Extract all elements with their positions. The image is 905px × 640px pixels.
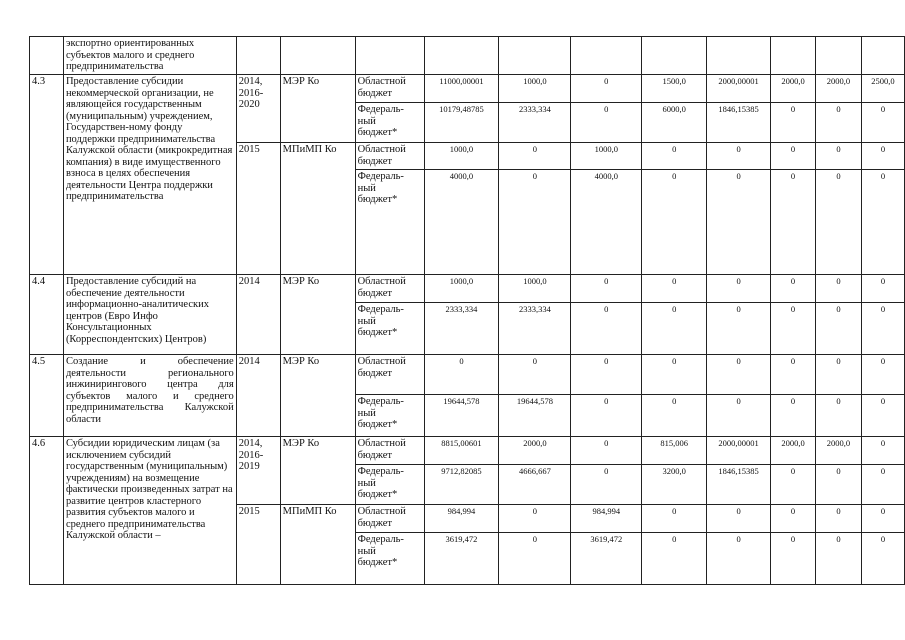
value-cell: 1000,0 xyxy=(571,143,642,170)
funding-source: Федераль- ный бюджет* xyxy=(355,103,424,143)
row-number: 4.6 xyxy=(30,437,64,585)
value-cell: 0 xyxy=(707,143,771,170)
value-cell: 0 xyxy=(861,103,904,143)
years-cell: 2015 xyxy=(236,143,280,275)
executor-cell: МПиМП Ко xyxy=(280,143,355,275)
value-cell: 0 xyxy=(642,533,707,585)
value-cell: 0 xyxy=(861,533,904,585)
value-cell: 0 xyxy=(499,505,571,533)
value-cell: 0 xyxy=(499,170,571,275)
value-cell: 0 xyxy=(707,395,771,437)
executor-cell: МЭР Ко xyxy=(280,355,355,437)
value-cell: 0 xyxy=(771,143,816,170)
value-cell: 1000,0 xyxy=(499,75,571,103)
value-cell: 0 xyxy=(499,355,571,395)
value-cell: 0 xyxy=(571,395,642,437)
value-cell: 0 xyxy=(642,395,707,437)
value-cell: 19644,578 xyxy=(499,395,571,437)
value-cell: 4000,0 xyxy=(424,170,499,275)
value-cell: 2000,0 xyxy=(816,437,862,465)
value-cell: 0 xyxy=(424,355,499,395)
table-row xyxy=(30,437,905,465)
value-cell: 0 xyxy=(571,437,642,465)
value-cell: 0 xyxy=(771,533,816,585)
value-cell: 6000,0 xyxy=(642,103,707,143)
value-cell: 2000,0 xyxy=(816,75,862,103)
value-cell: 0 xyxy=(642,303,707,355)
value-cell: 0 xyxy=(861,355,904,395)
value-cell: 0 xyxy=(571,355,642,395)
value-cell: 984,994 xyxy=(571,505,642,533)
row-number: 4.4 xyxy=(30,275,64,355)
value-cell: 0 xyxy=(707,355,771,395)
value-cell: 0 xyxy=(861,170,904,275)
value-cell: 8815,00601 xyxy=(424,437,499,465)
value-cell: 0 xyxy=(571,75,642,103)
value-cell: 0 xyxy=(571,303,642,355)
measure-name: Предоставление субсидии некоммерческой организации, не являющейся государственным (муниципальным) учреждением, Государствен-ному фонду поддержки предпринимательства Калужской области (микрокредитная компания) в виде имущественного взноса в целях обеспечения деятельности Центра поддержки предпринимательства xyxy=(63,75,236,275)
row-number: 4.3 xyxy=(30,75,64,275)
value-cell: 0 xyxy=(771,275,816,303)
funding-source: Федераль- ный бюджет* xyxy=(355,465,424,505)
value-cell: 0 xyxy=(816,103,862,143)
funding-source: Областной бюджет xyxy=(355,355,424,395)
value-cell: 1846,15385 xyxy=(707,103,771,143)
table-row xyxy=(30,355,905,395)
value-cell: 0 xyxy=(571,103,642,143)
value-cell: 0 xyxy=(771,465,816,505)
value-cell: 0 xyxy=(861,465,904,505)
value-cell: 0 xyxy=(571,275,642,303)
value-cell: 9712,82085 xyxy=(424,465,499,505)
value-cell: 0 xyxy=(861,275,904,303)
value-cell: 2333,334 xyxy=(499,303,571,355)
value-cell: 0 xyxy=(642,275,707,303)
value-cell: 0 xyxy=(816,505,862,533)
value-cell: 0 xyxy=(707,170,771,275)
funding-source: Областной бюджет xyxy=(355,437,424,465)
value-cell: 1500,0 xyxy=(642,75,707,103)
value-cell: 984,994 xyxy=(424,505,499,533)
value-cell: 0 xyxy=(861,505,904,533)
value-cell: 0 xyxy=(816,465,862,505)
value-cell: 0 xyxy=(816,275,862,303)
value-cell: 3619,472 xyxy=(424,533,499,585)
value-cell: 1846,15385 xyxy=(707,465,771,505)
funding-source: Федераль- ный бюджет* xyxy=(355,170,424,275)
years-cell: 2014, 2016- 2020 xyxy=(236,75,280,143)
value-cell: 2000,00001 xyxy=(707,75,771,103)
value-cell: 3619,472 xyxy=(571,533,642,585)
funding-source: Областной бюджет xyxy=(355,275,424,303)
value-cell: 4666,667 xyxy=(499,465,571,505)
value-cell: 2333,334 xyxy=(424,303,499,355)
value-cell: 0 xyxy=(642,355,707,395)
value-cell: 2000,0 xyxy=(771,75,816,103)
funding-source: Областной бюджет xyxy=(355,143,424,170)
table-row xyxy=(30,275,905,303)
value-cell: 2000,0 xyxy=(771,437,816,465)
value-cell: 3200,0 xyxy=(642,465,707,505)
table-row xyxy=(30,75,905,103)
value-cell: 0 xyxy=(816,303,862,355)
value-cell: 1000,0 xyxy=(499,275,571,303)
executor-cell: МЭР Ко xyxy=(280,437,355,505)
value-cell: 0 xyxy=(499,143,571,170)
value-cell: 4000,0 xyxy=(571,170,642,275)
value-cell: 0 xyxy=(707,303,771,355)
value-cell: 0 xyxy=(816,355,862,395)
measure-name: Создание и обеспечение деятельности регионального инжинирингового центра для субъектов малого и среднего предпринимательства Калужской области xyxy=(63,355,236,437)
executor-cell: МПиМП Ко xyxy=(280,505,355,585)
value-cell: 0 xyxy=(571,465,642,505)
value-cell: 0 xyxy=(771,355,816,395)
executor-cell: МЭР Ко xyxy=(280,275,355,355)
years-cell: 2014, 2016- 2019 xyxy=(236,437,280,505)
years-cell: 2015 xyxy=(236,505,280,585)
value-cell: 0 xyxy=(642,170,707,275)
value-cell: 10179,48785 xyxy=(424,103,499,143)
value-cell: 0 xyxy=(771,395,816,437)
row-number: 4.5 xyxy=(30,355,64,437)
table-row xyxy=(30,37,905,75)
budget-table xyxy=(29,36,905,585)
value-cell: 2500,0 xyxy=(861,75,904,103)
funding-source: Федераль- ный бюджет* xyxy=(355,533,424,585)
value-cell: 2000,00001 xyxy=(707,437,771,465)
executor-cell: МЭР Ко xyxy=(280,75,355,143)
value-cell: 0 xyxy=(816,170,862,275)
value-cell: 2333,334 xyxy=(499,103,571,143)
value-cell: 0 xyxy=(861,395,904,437)
value-cell: 1000,0 xyxy=(424,275,499,303)
value-cell: 0 xyxy=(771,505,816,533)
funding-source: Федераль- ный бюджет* xyxy=(355,303,424,355)
value-cell: 0 xyxy=(707,505,771,533)
value-cell: 0 xyxy=(861,303,904,355)
funding-source: Областной бюджет xyxy=(355,75,424,103)
years-cell: 2014 xyxy=(236,275,280,355)
value-cell: 0 xyxy=(816,533,862,585)
value-cell: 0 xyxy=(642,143,707,170)
value-cell: 0 xyxy=(771,303,816,355)
value-cell: 0 xyxy=(499,533,571,585)
value-cell: 1000,0 xyxy=(424,143,499,170)
measure-name: экспортно ориентированных субъектов малого и среднего предпринимательства xyxy=(63,37,236,75)
value-cell: 19644,578 xyxy=(424,395,499,437)
years-cell: 2014 xyxy=(236,355,280,437)
value-cell: 0 xyxy=(707,275,771,303)
value-cell: 0 xyxy=(642,505,707,533)
value-cell: 0 xyxy=(861,143,904,170)
row-number xyxy=(30,37,64,75)
value-cell: 0 xyxy=(771,170,816,275)
value-cell: 0 xyxy=(816,395,862,437)
funding-source: Областной бюджет xyxy=(355,505,424,533)
measure-name: Субсидии юридическим лицам (за исключением субсидий государственным (муниципальным) учреждениям) на возмещение фактически произведенных затрат на развитие центров кластерного развития субъектов малого и среднего предпринимательства Калужской области – xyxy=(63,437,236,585)
value-cell: 0 xyxy=(771,103,816,143)
value-cell: 0 xyxy=(816,143,862,170)
value-cell: 0 xyxy=(707,533,771,585)
value-cell: 0 xyxy=(861,437,904,465)
value-cell: 11000,00001 xyxy=(424,75,499,103)
value-cell: 2000,0 xyxy=(499,437,571,465)
measure-name: Предоставление субсидий на обеспечение деятельности информационно-аналитических центров (Евро Инфо Консультационных (Корреспондентских) Центров) xyxy=(63,275,236,355)
funding-source: Федераль- ный бюджет* xyxy=(355,395,424,437)
value-cell: 815,006 xyxy=(642,437,707,465)
